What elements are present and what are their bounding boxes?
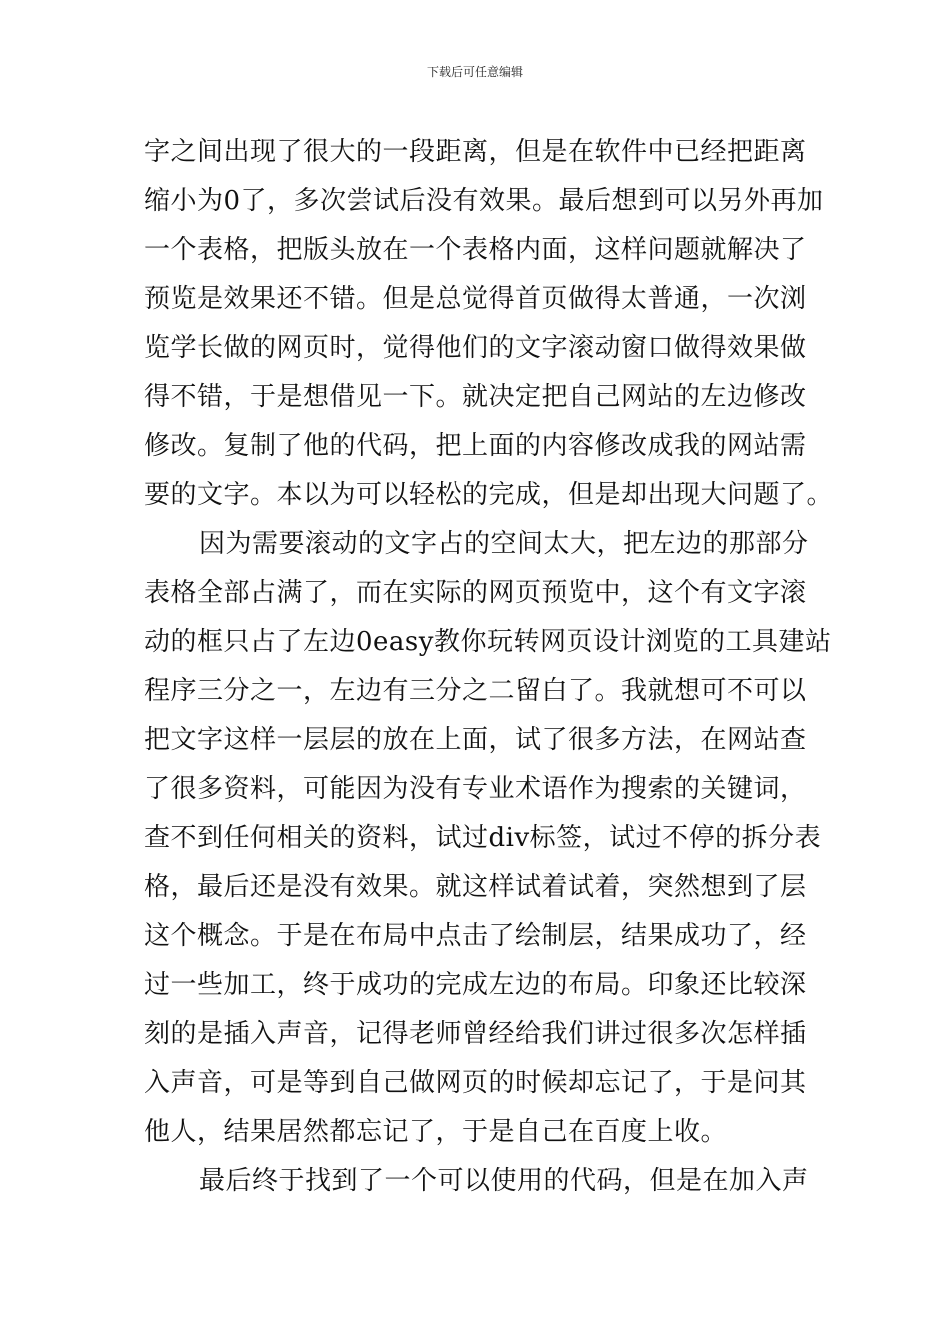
- paragraph-1: [144, 128, 834, 520]
- text-line: 得不错，于是想借见一下。就决定把自己网站的左边修改: [144, 382, 807, 412]
- text-line: 要的文字。本以为可以轻松的完成，但是却出现大问题了。: [144, 480, 834, 510]
- text-line: 了很多资料，可能因为没有专业术语作为搜索的关键词，: [144, 774, 807, 804]
- text-line-indented: 因为需要滚动的文字占的空间太大，把左边的那部分: [199, 529, 809, 559]
- text-line: 表格全部占满了，而在实际的网页预览中，这个有文字滚: [144, 578, 807, 608]
- text-line-indented: 最后终于找到了一个可以使用的代码，但是在加入声: [199, 1166, 809, 1196]
- text-line: 动的框只占了左边0easy教你玩转网页设计浏览的工具建站: [144, 627, 832, 657]
- text-line: 一个表格，把版头放在一个表格内面，这样问题就解决了: [144, 235, 807, 265]
- text-line: 览学长做的网页时，觉得他们的文字滚动窗口做得效果做: [144, 333, 807, 363]
- text-line: 他人，结果居然都忘记了，于是自己在百度上收。: [144, 1117, 728, 1147]
- text-line: 修改。复制了他的代码，把上面的内容修改成我的网站需: [144, 431, 807, 461]
- page-header: 下载后可任意编辑: [426, 65, 523, 79]
- text-line: 过一些加工，终于成功的完成左边的布局。印象还比较深: [144, 970, 807, 1000]
- text-line: 格，最后还是没有效果。就这样试着试着，突然想到了层: [144, 872, 807, 902]
- text-line: 入声音，可是等到自己做网页的时候却忘记了，于是问其: [144, 1068, 807, 1098]
- body-text: [144, 128, 834, 1206]
- text-line: 预览是效果还不错。但是总觉得首页做得太普通，一次浏: [144, 284, 807, 314]
- text-line: 缩小为0了，多次尝试后没有效果。最后想到可以另外再加: [144, 186, 824, 216]
- paragraph-2: [144, 520, 832, 1157]
- text-line: 这个概念。于是在布局中点击了绘制层，结果成功了，经: [144, 921, 807, 951]
- text-line: 查不到任何相关的资料，试过div标签，试过不停的拆分表: [144, 823, 822, 853]
- text-line: 程序三分之一，左边有三分之二留白了。我就想可不可以: [144, 676, 807, 706]
- text-line: 刻的是插入声音，记得老师曾经给我们讲过很多次怎样插: [144, 1019, 807, 1049]
- paragraph-3: [144, 1157, 808, 1206]
- text-line: 字之间出现了很大的一段距离，但是在软件中已经把距离: [144, 137, 807, 167]
- text-line: 把文字这样一层层的放在上面，试了很多方法，在网站查: [144, 725, 807, 755]
